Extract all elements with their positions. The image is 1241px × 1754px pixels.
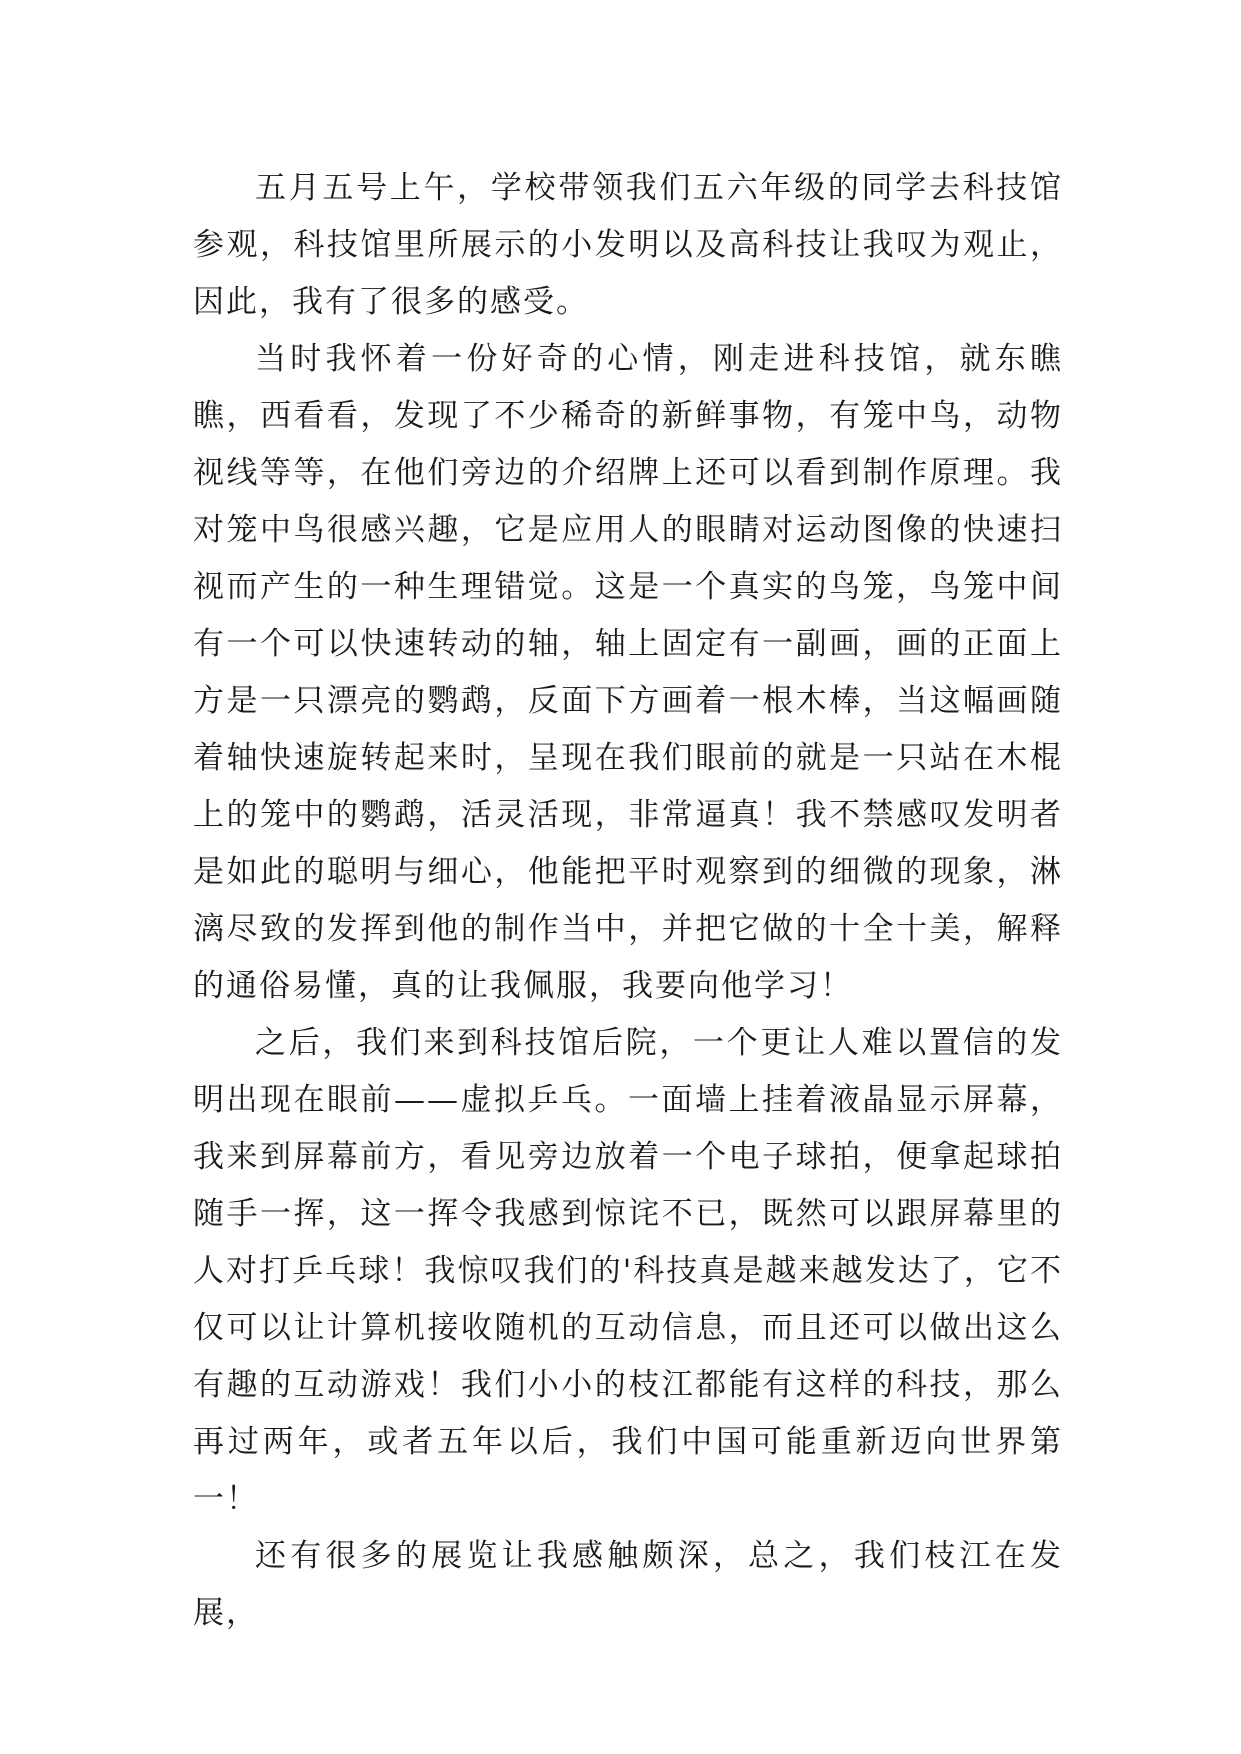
paragraph-1: 五月五号上午，学校带领我们五六年级的同学去科技馆参观，科技馆里所展示的小发明以及高科技让我叹为观止，因此，我有了很多的感受。 (193, 170, 1063, 320)
paragraph-2: 当时我怀着一份好奇的心情，刚走进科技馆，就东瞧瞧，西看看，发现了不少稀奇的新鲜事物，有笼中鸟，动物视线等等，在他们旁边的介绍牌上还可以看到制作原理。我对笼中鸟很感兴趣，它是应用人的眼睛对运动图像的快速扫视而产生的一种生理错觉。这是一个真实的鸟笼，鸟笼中间有一个可以快速转动的轴，轴上固定有一副画，画的正面上方是一只漂亮的鹦鹉，反面下方画着一根木棒，当这幅画随着轴快速旋转起来时，呈现在我们眼前的就是一只站在木棍上的笼中的鹦鹉，活灵活现，非常逼真！我不禁感叹发明者是如此的聪明与细心，他能把平时观察到的细微的现象，淋漓尽致的发挥到他的制作当中，并把它做的十全十美，解释的通俗易懂，真的让我佩服，我要向他学习！ (193, 341, 1063, 1004)
document-body (193, 160, 1063, 1642)
paragraph-4: 还有很多的展览让我感触颇深，总之，我们枝江在发展， (193, 1538, 1063, 1631)
paragraph-3: 之后，我们来到科技馆后院，一个更让人难以置信的发明出现在眼前——虚拟乒乓。一面墙上挂着液晶显示屏幕，我来到屏幕前方，看见旁边放着一个电子球拍，便拿起球拍随手一挥，这一挥令我感到惊诧不已，既然可以跟屏幕里的人对打乒乓球！我惊叹我们的'科技真是越来越发达了，它不仅可以让计算机接收随机的互动信息，而且还可以做出这么有趣的互动游戏！我们小小的枝江都能有这样的科技，那么再过两年，或者五年以后，我们中国可能重新迈向世界第一！ (193, 1025, 1063, 1517)
